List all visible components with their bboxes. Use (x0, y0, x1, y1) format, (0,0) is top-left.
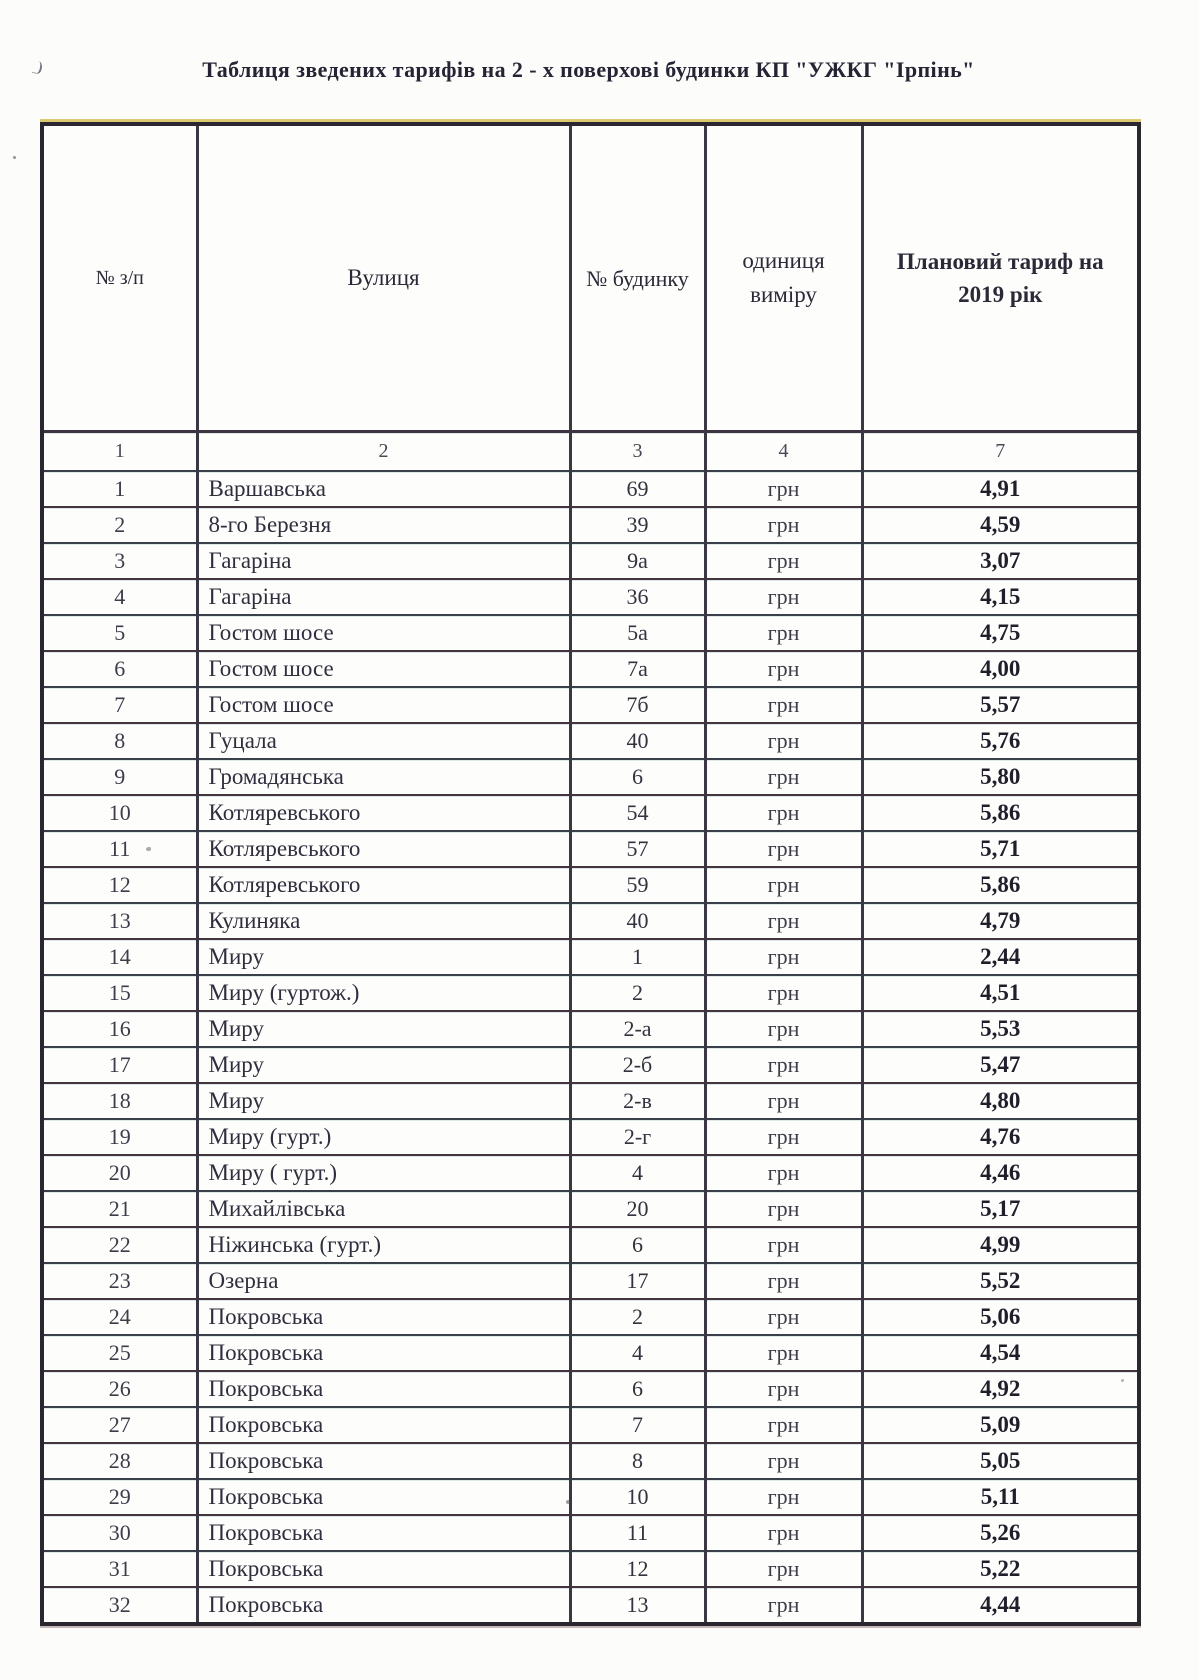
table-row (42, 1227, 1139, 1263)
tariff-cell: 5,57 (862, 687, 1139, 723)
table-row (42, 795, 1139, 831)
table-row (42, 1047, 1139, 1083)
house-number-cell: 6 (570, 1227, 705, 1263)
row-number-cell: 27 (42, 1407, 197, 1443)
street-cell: Покровська (197, 1371, 570, 1407)
house-number-cell: 4 (570, 1335, 705, 1371)
table-row (42, 615, 1139, 651)
street-cell: Гагаріна (197, 579, 570, 615)
tariff-cell: 5,09 (862, 1407, 1139, 1443)
house-number-cell: 1 (570, 939, 705, 975)
row-number-cell: 16 (42, 1011, 197, 1047)
table-row (42, 543, 1139, 579)
row-number-cell: 12 (42, 867, 197, 903)
row-number-cell: 23 (42, 1263, 197, 1299)
row-number-cell: 15 (42, 975, 197, 1011)
street-cell: Покровська (197, 1299, 570, 1335)
unit-cell: грн (705, 543, 862, 579)
tariff-cell: 5,76 (862, 723, 1139, 759)
row-number-cell: 1 (42, 471, 197, 507)
house-number-cell: 8 (570, 1443, 705, 1479)
unit-cell: грн (705, 723, 862, 759)
header-row-number: № з/п (95, 267, 144, 289)
header-tariff: Плановий тариф на 2019 рік (862, 124, 1139, 432)
tariff-cell: 2,44 (862, 939, 1139, 975)
table-row (42, 1191, 1139, 1227)
tariff-cell: 4,46 (862, 1155, 1139, 1191)
table-row (42, 1299, 1139, 1335)
column-number-cell: 1 (42, 432, 197, 472)
tariff-cell: 5,26 (862, 1515, 1139, 1551)
unit-cell: грн (705, 1119, 862, 1155)
street-cell: Покровська (197, 1407, 570, 1443)
street-cell: Варшавська (197, 471, 570, 507)
house-number-cell: 7 (570, 1407, 705, 1443)
table-body (42, 432, 1139, 1625)
unit-cell: грн (705, 1479, 862, 1515)
tariff-cell: 5,80 (862, 759, 1139, 795)
house-number-cell: 11 (570, 1515, 705, 1551)
table-row (42, 471, 1139, 507)
street-cell: Гостом шосе (197, 651, 570, 687)
row-number-cell: 5 (42, 615, 197, 651)
tariff-cell: 5,47 (862, 1047, 1139, 1083)
row-number-cell: 19 (42, 1119, 197, 1155)
street-cell: Гостом шосе (197, 687, 570, 723)
house-number-cell: 20 (570, 1191, 705, 1227)
unit-cell: грн (705, 1515, 862, 1551)
street-cell: Миру (197, 939, 570, 975)
table-row (42, 1551, 1139, 1587)
street-cell: Гагаріна (197, 543, 570, 579)
street-cell: Котляревського (197, 831, 570, 867)
unit-cell: грн (705, 795, 862, 831)
table-row (42, 1083, 1139, 1119)
row-number-cell: 31 (42, 1551, 197, 1587)
row-number-cell: 25 (42, 1335, 197, 1371)
table-row (42, 1587, 1139, 1624)
table-row (42, 1407, 1139, 1443)
table-row (42, 975, 1139, 1011)
street-cell: Громадянська (197, 759, 570, 795)
column-number-cell: 3 (570, 432, 705, 472)
tariff-cell: 5,05 (862, 1443, 1139, 1479)
row-number-cell: 30 (42, 1515, 197, 1551)
table-row (42, 1371, 1139, 1407)
row-number-cell: 26 (42, 1371, 197, 1407)
unit-cell: грн (705, 1587, 862, 1624)
table-row (42, 507, 1139, 543)
scanned-document-page (0, 57, 1199, 1680)
unit-cell: грн (705, 759, 862, 795)
house-number-cell: 59 (570, 867, 705, 903)
house-number-cell: 2 (570, 975, 705, 1011)
row-number-cell: 10 (42, 795, 197, 831)
tariff-cell: 4,75 (862, 615, 1139, 651)
unit-cell: грн (705, 651, 862, 687)
tariff-cell: 5,06 (862, 1299, 1139, 1335)
table-row (42, 867, 1139, 903)
column-number-row (42, 432, 1139, 472)
tariff-cell: 5,86 (862, 867, 1139, 903)
row-number-cell: 29 (42, 1479, 197, 1515)
street-cell: Покровська (197, 1335, 570, 1371)
table-row (42, 687, 1139, 723)
table-row (42, 939, 1139, 975)
row-number-cell: 13 (42, 903, 197, 939)
table-row (42, 651, 1139, 687)
row-number-cell: 24 (42, 1299, 197, 1335)
scan-speck (12, 155, 16, 159)
row-number-cell: 32 (42, 1587, 197, 1624)
unit-cell: грн (705, 579, 862, 615)
unit-cell: грн (705, 1551, 862, 1587)
unit-cell: грн (705, 903, 862, 939)
unit-cell: грн (705, 1371, 862, 1407)
row-number-cell: 9 (42, 759, 197, 795)
house-number-cell: 4 (570, 1155, 705, 1191)
street-cell: Миру ( гурт.) (197, 1155, 570, 1191)
column-number-cell: 7 (862, 432, 1139, 472)
house-number-cell: 36 (570, 579, 705, 615)
street-cell: Покровська (197, 1479, 570, 1515)
row-number-cell: 7 (42, 687, 197, 723)
house-number-cell: 7б (570, 687, 705, 723)
street-cell: Котляревського (197, 795, 570, 831)
unit-cell: грн (705, 507, 862, 543)
row-number-cell: 3 (42, 543, 197, 579)
tariff-cell: 4,76 (862, 1119, 1139, 1155)
unit-cell: грн (705, 615, 862, 651)
house-number-cell: 7а (570, 651, 705, 687)
header-street: Вулиця (197, 124, 570, 432)
table-row (42, 1263, 1139, 1299)
street-cell: Гостом шосе (197, 615, 570, 651)
unit-cell: грн (705, 1155, 862, 1191)
tariff-cell: 4,51 (862, 975, 1139, 1011)
house-number-cell: 39 (570, 507, 705, 543)
unit-cell: грн (705, 1335, 862, 1371)
row-number-cell: 4 (42, 579, 197, 615)
unit-cell: грн (705, 687, 862, 723)
street-cell: Миру (гуртож.) (197, 975, 570, 1011)
row-number-cell: 8 (42, 723, 197, 759)
street-cell: Ніжинська (гурт.) (197, 1227, 570, 1263)
tariff-cell: 4,92 (862, 1371, 1139, 1407)
street-cell: 8-го Березня (197, 507, 570, 543)
street-cell: Озерна (197, 1263, 570, 1299)
tariff-cell: 4,91 (862, 471, 1139, 507)
table-row (42, 1479, 1139, 1515)
tariff-cell: 5,11 (862, 1479, 1139, 1515)
unit-cell: грн (705, 975, 862, 1011)
street-cell: Котляревського (197, 867, 570, 903)
street-cell: Гуцала (197, 723, 570, 759)
tariff-cell: 4,44 (862, 1587, 1139, 1624)
tariff-cell: 4,80 (862, 1083, 1139, 1119)
house-number-cell: 40 (570, 903, 705, 939)
unit-cell: грн (705, 1263, 862, 1299)
table-row (42, 1515, 1139, 1551)
header-house-number: № будинку (570, 124, 705, 432)
table-row (42, 1443, 1139, 1479)
street-cell: Кулиняка (197, 903, 570, 939)
unit-cell: грн (705, 1227, 862, 1263)
tariff-cell: 4,15 (862, 579, 1139, 615)
house-number-cell: 54 (570, 795, 705, 831)
house-number-cell: 6 (570, 1371, 705, 1407)
house-number-cell: 13 (570, 1587, 705, 1624)
tariff-cell: 5,53 (862, 1011, 1139, 1047)
street-cell: Покровська (197, 1515, 570, 1551)
table-row (42, 723, 1139, 759)
house-number-cell: 9а (570, 543, 705, 579)
tariff-cell: 4,99 (862, 1227, 1139, 1263)
house-number-cell: 40 (570, 723, 705, 759)
tariff-cell: 5,86 (862, 795, 1139, 831)
street-cell: Покровська (197, 1443, 570, 1479)
row-number-cell: 6 (42, 651, 197, 687)
street-cell: Миру (197, 1011, 570, 1047)
tariff-cell: 5,22 (862, 1551, 1139, 1587)
row-number-cell: 14 (42, 939, 197, 975)
tariff-cell: 3,07 (862, 543, 1139, 579)
header-row (42, 124, 1139, 432)
unit-cell: грн (705, 867, 862, 903)
table-row (42, 1119, 1139, 1155)
row-number-cell: 21 (42, 1191, 197, 1227)
table-row (42, 831, 1139, 867)
tariff-cell: 5,71 (862, 831, 1139, 867)
street-cell: Миру (197, 1047, 570, 1083)
unit-cell: грн (705, 1443, 862, 1479)
row-number-cell: 11 (42, 831, 197, 867)
unit-cell: грн (705, 1191, 862, 1227)
unit-cell: грн (705, 1011, 862, 1047)
street-cell: Михайлівська (197, 1191, 570, 1227)
house-number-cell: 10 (570, 1479, 705, 1515)
house-number-cell: 2-а (570, 1011, 705, 1047)
document-title: Таблиця зведених тарифів на 2 - х поверхові будинки КП "УЖКГ "Ірпінь" (202, 57, 975, 82)
tariff-cell: 4,00 (862, 651, 1139, 687)
street-cell: Миру (197, 1083, 570, 1119)
row-number-cell: 28 (42, 1443, 197, 1479)
tariff-cell: 4,79 (862, 903, 1139, 939)
row-number-cell: 2 (42, 507, 197, 543)
column-number-cell: 4 (705, 432, 862, 472)
table-header (42, 124, 1139, 432)
house-number-cell: 2 (570, 1299, 705, 1335)
house-number-cell: 17 (570, 1263, 705, 1299)
row-number-cell: 17 (42, 1047, 197, 1083)
unit-cell: грн (705, 939, 862, 975)
column-number-cell: 2 (197, 432, 570, 472)
tariff-cell: 5,17 (862, 1191, 1139, 1227)
table-row (42, 1011, 1139, 1047)
unit-cell: грн (705, 1299, 862, 1335)
tariff-table (40, 122, 1141, 1626)
table-row (42, 1335, 1139, 1371)
tariff-cell: 5,52 (862, 1263, 1139, 1299)
house-number-cell: 6 (570, 759, 705, 795)
unit-cell: грн (705, 471, 862, 507)
house-number-cell: 57 (570, 831, 705, 867)
table-row (42, 903, 1139, 939)
unit-cell: грн (705, 1083, 862, 1119)
unit-cell: грн (705, 831, 862, 867)
house-number-cell: 2-г (570, 1119, 705, 1155)
house-number-cell: 5а (570, 615, 705, 651)
house-number-cell: 69 (570, 471, 705, 507)
row-number-cell: 18 (42, 1083, 197, 1119)
house-number-cell: 2-в (570, 1083, 705, 1119)
header-unit: одиниця виміру (705, 124, 862, 432)
tariff-cell: 4,54 (862, 1335, 1139, 1371)
unit-cell: грн (705, 1047, 862, 1083)
table-row (42, 1155, 1139, 1191)
row-number-cell: 20 (42, 1155, 197, 1191)
table-row (42, 579, 1139, 615)
street-cell: Покровська (197, 1587, 570, 1624)
house-number-cell: 12 (570, 1551, 705, 1587)
table-row (42, 759, 1139, 795)
row-number-cell: 22 (42, 1227, 197, 1263)
tariff-cell: 4,59 (862, 507, 1139, 543)
house-number-cell: 2-б (570, 1047, 705, 1083)
street-cell: Покровська (197, 1551, 570, 1587)
unit-cell: грн (705, 1407, 862, 1443)
street-cell: Миру (гурт.) (197, 1119, 570, 1155)
